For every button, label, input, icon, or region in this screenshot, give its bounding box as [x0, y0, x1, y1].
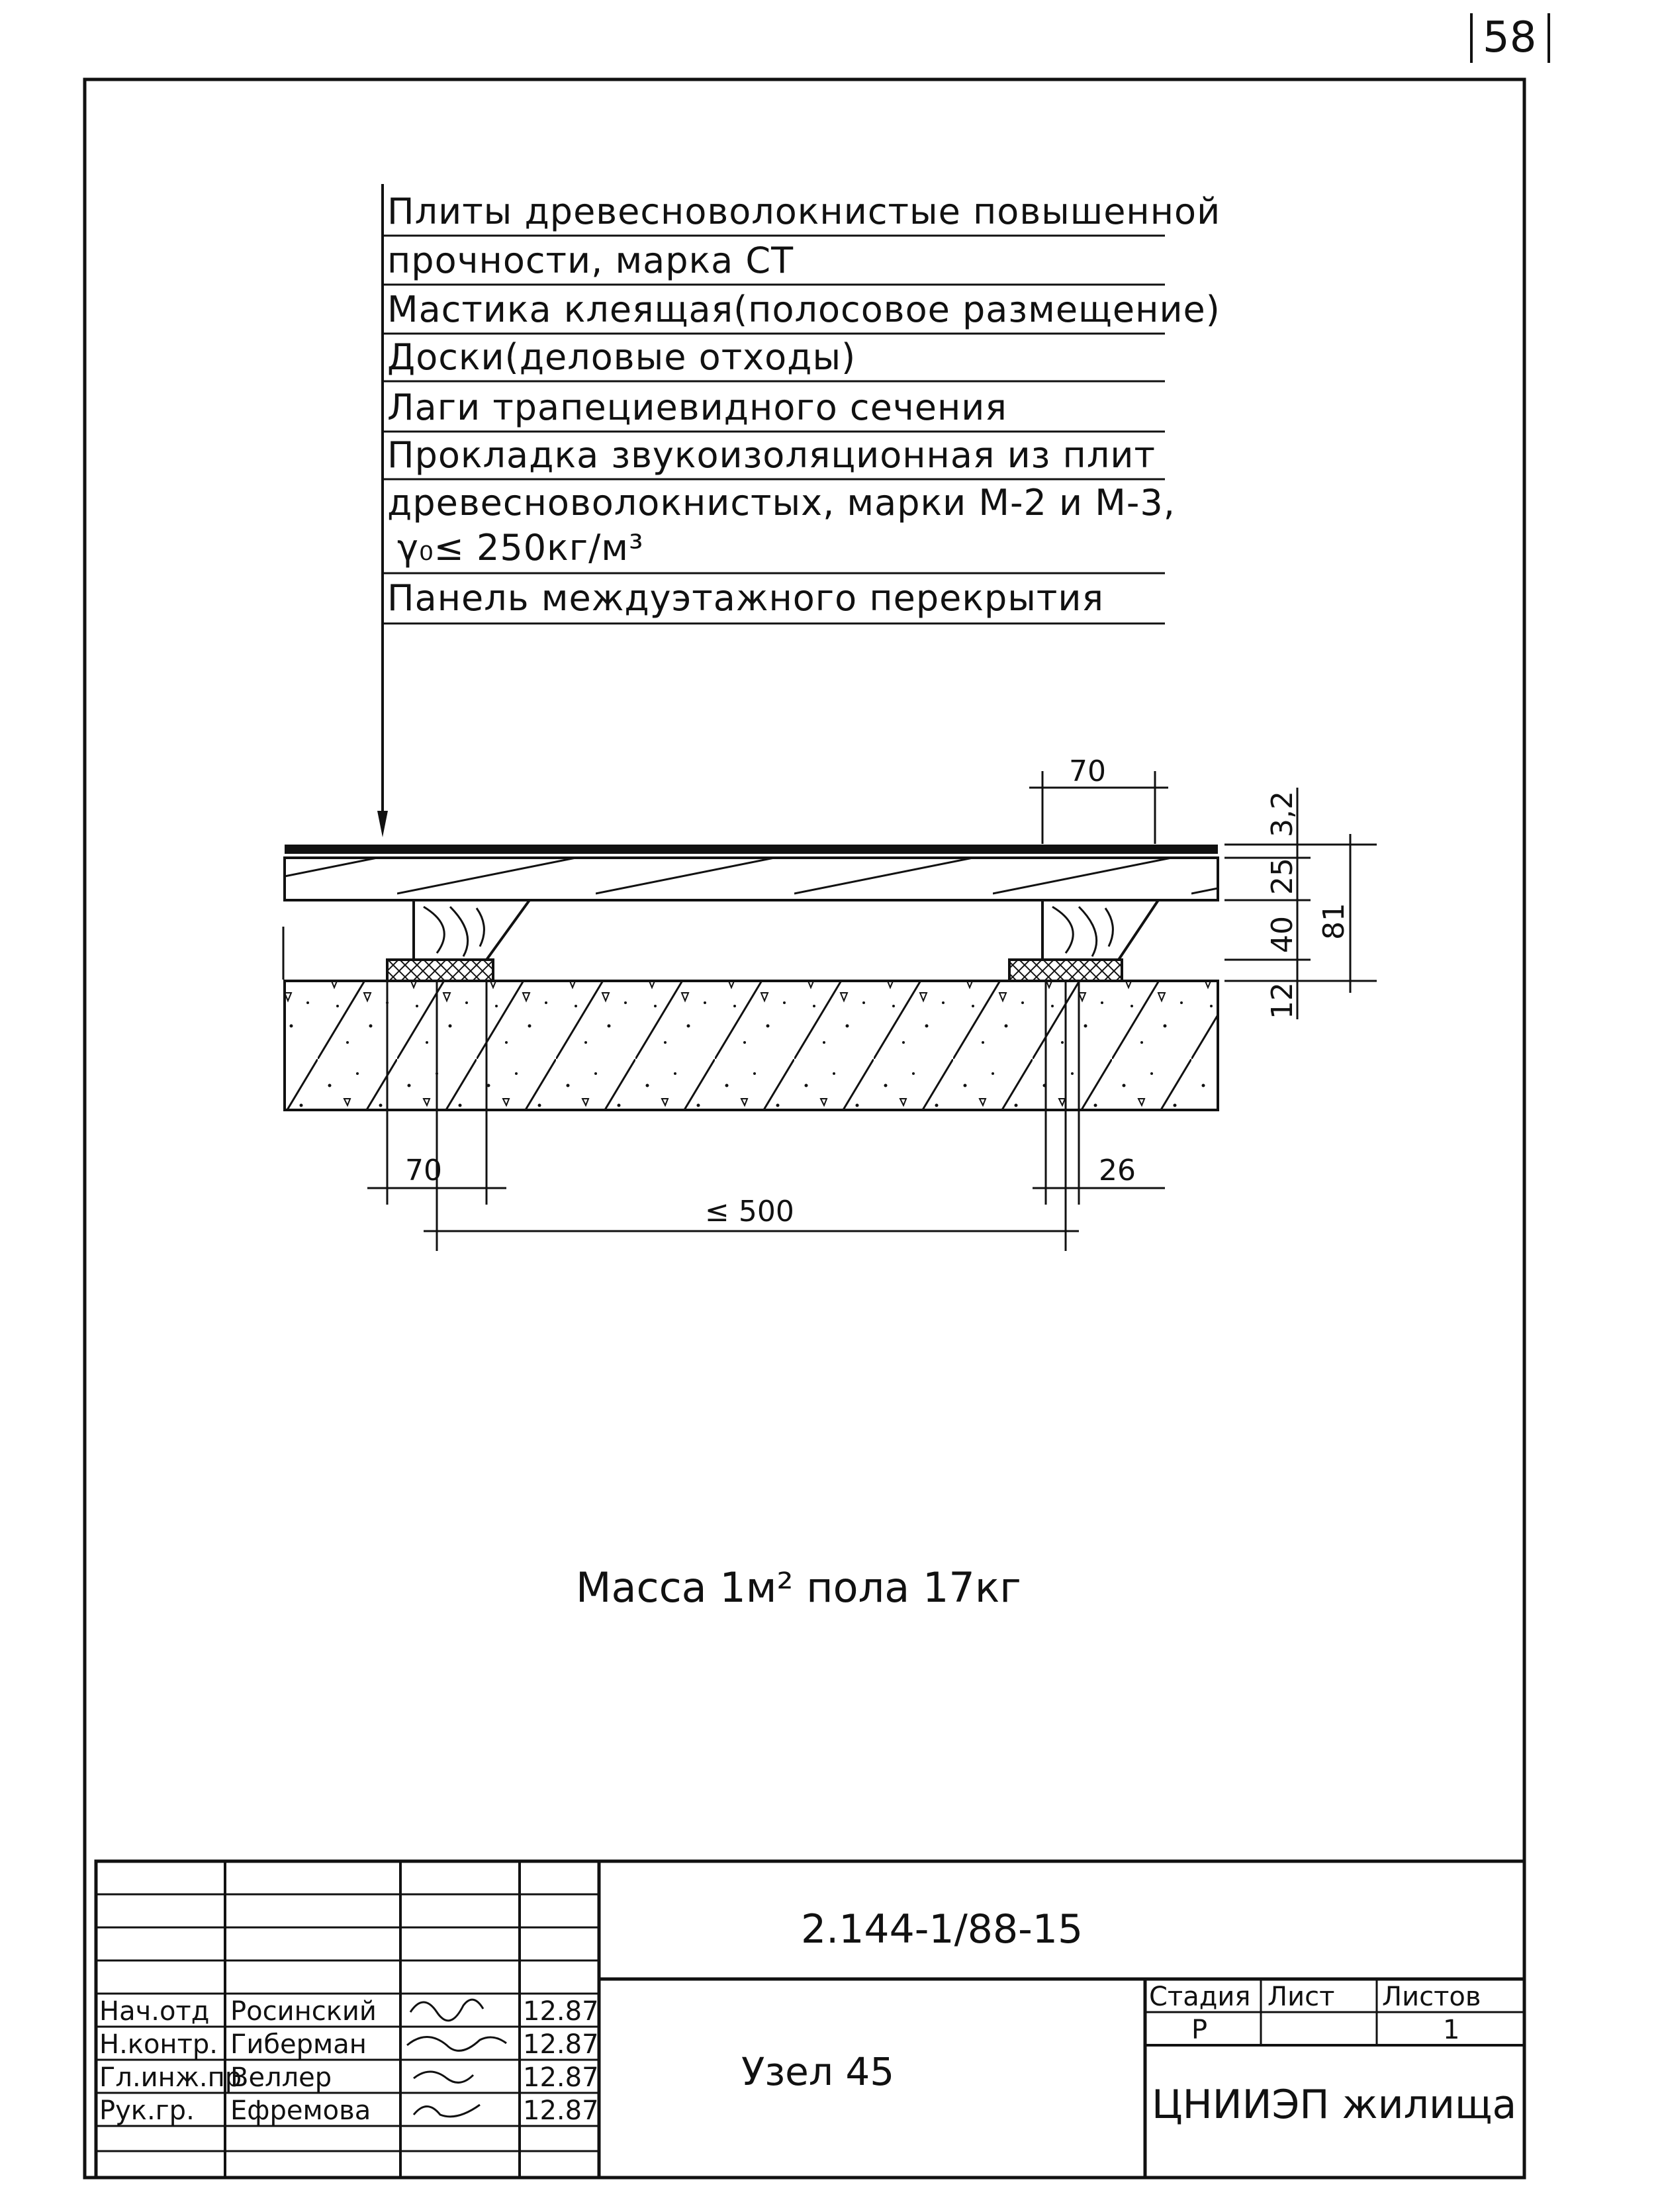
layer-label-3: Мастика клеящая(полосовое размещение): [387, 289, 1221, 330]
staff-name-4: Ефремова: [230, 2096, 371, 2126]
floor-section: [283, 845, 1218, 1110]
page-number-box: [1471, 13, 1549, 63]
staff-role-4: Рук.гр.: [99, 2096, 195, 2126]
mass-note: Масса 1м² пола 17кг: [576, 1563, 1021, 1612]
dim-bottom-width: 70: [405, 1154, 442, 1187]
staff-name-2: Гиберман: [230, 2029, 367, 2060]
staff-role-3: Гл.инж.пр: [99, 2062, 242, 2093]
signature-1: [410, 2000, 483, 2021]
drawing-code: 2.144-1/88-15: [801, 1906, 1084, 1953]
sheets-header: Листов: [1382, 1982, 1481, 2012]
staff-date-2: 12.87: [523, 2029, 599, 2060]
organization: ЦНИИЭП жилища: [1152, 2082, 1517, 2128]
dim-lag: 40: [1266, 916, 1299, 953]
fibreboard-layer: [285, 845, 1218, 854]
title-block: [96, 1861, 1524, 2178]
staff-name-3: Веллер: [230, 2062, 332, 2093]
staff-date-3: 12.87: [523, 2062, 599, 2093]
layer-label-1: Плиты древесноволокнистые повышенной: [387, 191, 1221, 232]
dim-top-width: 70: [1069, 755, 1106, 788]
dim-planks: 25: [1266, 858, 1299, 895]
top-dimension: [1029, 755, 1168, 844]
dim-fibreboard: 3,2: [1266, 791, 1299, 837]
layer-label-2: прочности, марка СТ: [387, 240, 794, 281]
staff-role-2: Н.контр.: [99, 2029, 218, 2060]
staff-date-4: 12.87: [523, 2096, 599, 2126]
layer-label-5: Лаги трапециевидного сечения: [387, 387, 1007, 428]
leader-arrow: [377, 811, 388, 837]
lag-left: [414, 900, 530, 960]
gasket-left: [387, 960, 493, 981]
layer-label-9: Панель междуэтажного перекрытия: [387, 577, 1104, 619]
stage-header: Стадия: [1149, 1982, 1251, 2012]
dim-gasket: 12: [1266, 982, 1299, 1019]
staff-role-1: Нач.отд: [99, 1996, 210, 2027]
lag-right: [1042, 900, 1158, 960]
layer-label-6: Прокладка звукоизоляционная из плит: [387, 434, 1156, 476]
vertical-dimensions: [1224, 788, 1377, 1019]
staff-date-1: 12.87: [523, 1996, 599, 2027]
page-number: 58: [1483, 13, 1537, 62]
layer-labels: [383, 191, 1221, 623]
staff-name-1: Росинский: [230, 1996, 377, 2027]
layer-label-7: древесноволокнистых, марки М-2 и М-3,: [387, 482, 1176, 524]
signature-2: [407, 2037, 506, 2051]
layer-label-8: γ₀≤ 250кг/м³: [397, 527, 644, 569]
layer-label-4: Доски(деловые отходы): [387, 336, 856, 378]
gasket-right: [1009, 960, 1122, 981]
stage-value: Р: [1191, 2015, 1208, 2045]
dim-spacing: ≤ 500: [705, 1195, 794, 1228]
drawing-name: Узел 45: [741, 2049, 895, 2094]
sheet-header: Лист: [1268, 1982, 1335, 2012]
planks-layer: [285, 858, 1218, 900]
signature-3: [414, 2072, 473, 2082]
dim-gasket-offset: 26: [1099, 1154, 1136, 1187]
sheets-value: 1: [1443, 2015, 1460, 2045]
dim-total: 81: [1317, 903, 1351, 940]
signature-4: [414, 2105, 480, 2117]
